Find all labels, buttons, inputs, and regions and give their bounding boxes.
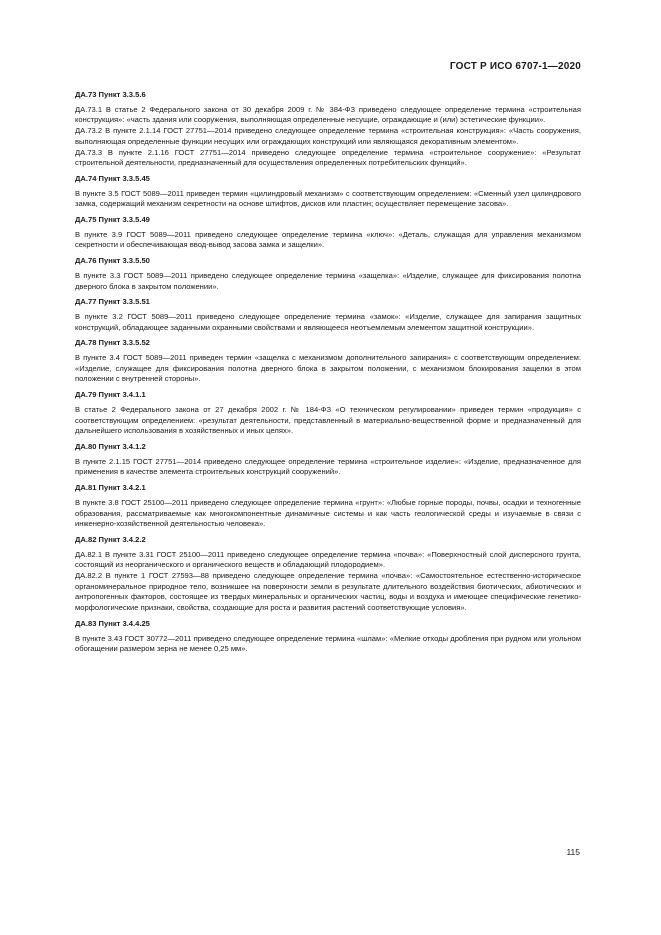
paragraph: В пункте 3.5 ГОСТ 5089—2011 приведен термин «цилиндровый механизм» с соответствующим определением: «Сменный узел цилиндрового замка, содержащий механизм секретности на основе штифтов, дисков или пластин; осуществляет перемещение засова». xyxy=(75,188,581,209)
document-section xyxy=(75,90,581,169)
document-body xyxy=(75,90,581,660)
section-title: ДА.79 Пункт 3.4.1.1 xyxy=(75,390,146,400)
section-title: ДА.74 Пункт 3.3.5.45 xyxy=(75,173,150,183)
section-title: ДА.83 Пункт 3.4.4.25 xyxy=(75,618,150,628)
paragraph: ДА.73.2 В пункте 2.1.14 ГОСТ 27751—2014 приведено следующее определение термина «строительная конструкция»: «Часть сооружения, выполняющая определенные функции несущих или ограждающих конструкций или являющаяся декоративным элементом». xyxy=(75,126,581,146)
paragraph: В пункте 3.43 ГОСТ 30772—2011 приведено следующее определение термина «шлам»: «Мелкие отходы дробления при рудном или угольном обогащении размером зерна не менее 0,25 мм». xyxy=(75,633,581,654)
document-section xyxy=(75,215,581,251)
paragraph: В пункте 3.2 ГОСТ 5089—2011 приведено следующее определение термина «замок»: «Изделие, служащее для запирания защитных конструкций, обладающее заданными охранными свойствами и являющееся неотъемлемым элементом защитной конструкции». xyxy=(75,311,581,332)
section-title: ДА.78 Пункт 3.3.5.52 xyxy=(75,338,150,348)
document-section xyxy=(75,619,581,655)
document-section xyxy=(75,390,581,437)
section-title: ДА.77 Пункт 3.3.5.51 xyxy=(75,297,150,307)
document-section xyxy=(75,338,581,385)
paragraph: В пункте 3.4 ГОСТ 5089—2011 приведен термин «защелка с механизмом дополнительного запирания» с соответствующим определением: «Изделие, служащее для фиксирования полотна дверного блока в закрытом положении, с механизмом блокирования защелки в этом положении с внутренней стороны». xyxy=(75,353,581,384)
section-title: ДА.81 Пункт 3.4.2.1 xyxy=(75,483,146,493)
paragraph: В пункте 3.3 ГОСТ 5089—2011 приведено следующее определение термина «защелка»: «Изделие, служащее для фиксирования полотна дверного блока в закрытом положении». xyxy=(75,270,581,291)
paragraph: В пункте 3.9 ГОСТ 5089—2011 приведено следующее определение термина «ключ»: «Деталь, служащая для управления механизмом секретности и обеспечивающая ввод-вывод засова замка и защелки». xyxy=(75,229,581,250)
document-section xyxy=(75,483,581,530)
paragraph: В статье 2 Федерального закона от 27 декабря 2002 г. № 184-ФЗ «О техническом регулировании» приведен термин «продукция» с соответствующим определением: «результат деятельности, представленный в материально-вещественной форме и предназначенный для дальнейшего использования в хозяйственных и иных целях». xyxy=(75,404,581,436)
standard-header: ГОСТ Р ИСО 6707-1—2020 xyxy=(449,61,581,72)
document-section xyxy=(75,256,581,292)
paragraph: ДА.82.2 В пункте 1 ГОСТ 27593—88 приведено следующее определение термина «почва»: «Самостоятельное естественно-историческое органоминеральное природное тело, возникшее на поверхности земли в результате длительного воздействия биотических, абиотических и антропогенных факторов, состоящее из твердых минеральных и органических частиц, воды и воздуха и имеющее специфические генетико-морфологические признаки, свойства, создающие для роста и развития растений соответствующие условия». xyxy=(75,571,581,613)
section-title: ДА.80 Пункт 3.4.1.2 xyxy=(75,441,146,451)
paragraph: В пункте 2.1.15 ГОСТ 27751—2014 приведено следующее определение термина «строительное изделие»: «Изделие, предназначенное для применения в качестве элемента строительных конструкций сооружений». xyxy=(75,456,581,477)
document-section xyxy=(75,174,581,210)
paragraph: В пункте 3.8 ГОСТ 25100—2011 приведено следующее определение термина «грунт»: «Любые горные породы, почвы, осадки и техногенные образования, рассматриваемые как многокомпонентные динамичные системы и как часть геологической среды и изучаемые в связи с инженерно-хозяйственной деятельностью человека». xyxy=(75,497,581,529)
section-title: ДА.75 Пункт 3.3.5.49 xyxy=(75,215,150,225)
document-section xyxy=(75,442,581,478)
document-section xyxy=(75,297,581,333)
section-title: ДА.76 Пункт 3.3.5.50 xyxy=(75,256,150,266)
paragraph: ДА.73.1 В статье 2 Федерального закона от 30 декабря 2009 г. № 384-ФЗ приведено следующее определение термина «строительная конструкция»: «часть здания или сооружения, выполняющая определенные несущие, ограждающие и (или) эстетические функции». xyxy=(75,104,581,125)
page-number: 115 xyxy=(566,847,580,857)
section-title: ДА.73 Пункт 3.3.5.6 xyxy=(75,90,146,99)
section-title: ДА.82 Пункт 3.4.2.2 xyxy=(75,534,146,544)
paragraph: ДА.73.3 В пункте 2.1.16 ГОСТ 27751—2014 приведено следующее определение термина «строительное сооружение»: «Результат строительной деятельности, предназначенный для осуществления определенных потребительских функций». xyxy=(75,147,581,168)
document-section xyxy=(75,535,581,614)
paragraph: ДА.82.1 В пункте 3.31 ГОСТ 25100—2011 приведено следующее определение термина «почва»: «Поверхностный слой дисперсного грунта, состоящий из неорганического и органического веществ и обладающий плодородием». xyxy=(75,549,581,570)
